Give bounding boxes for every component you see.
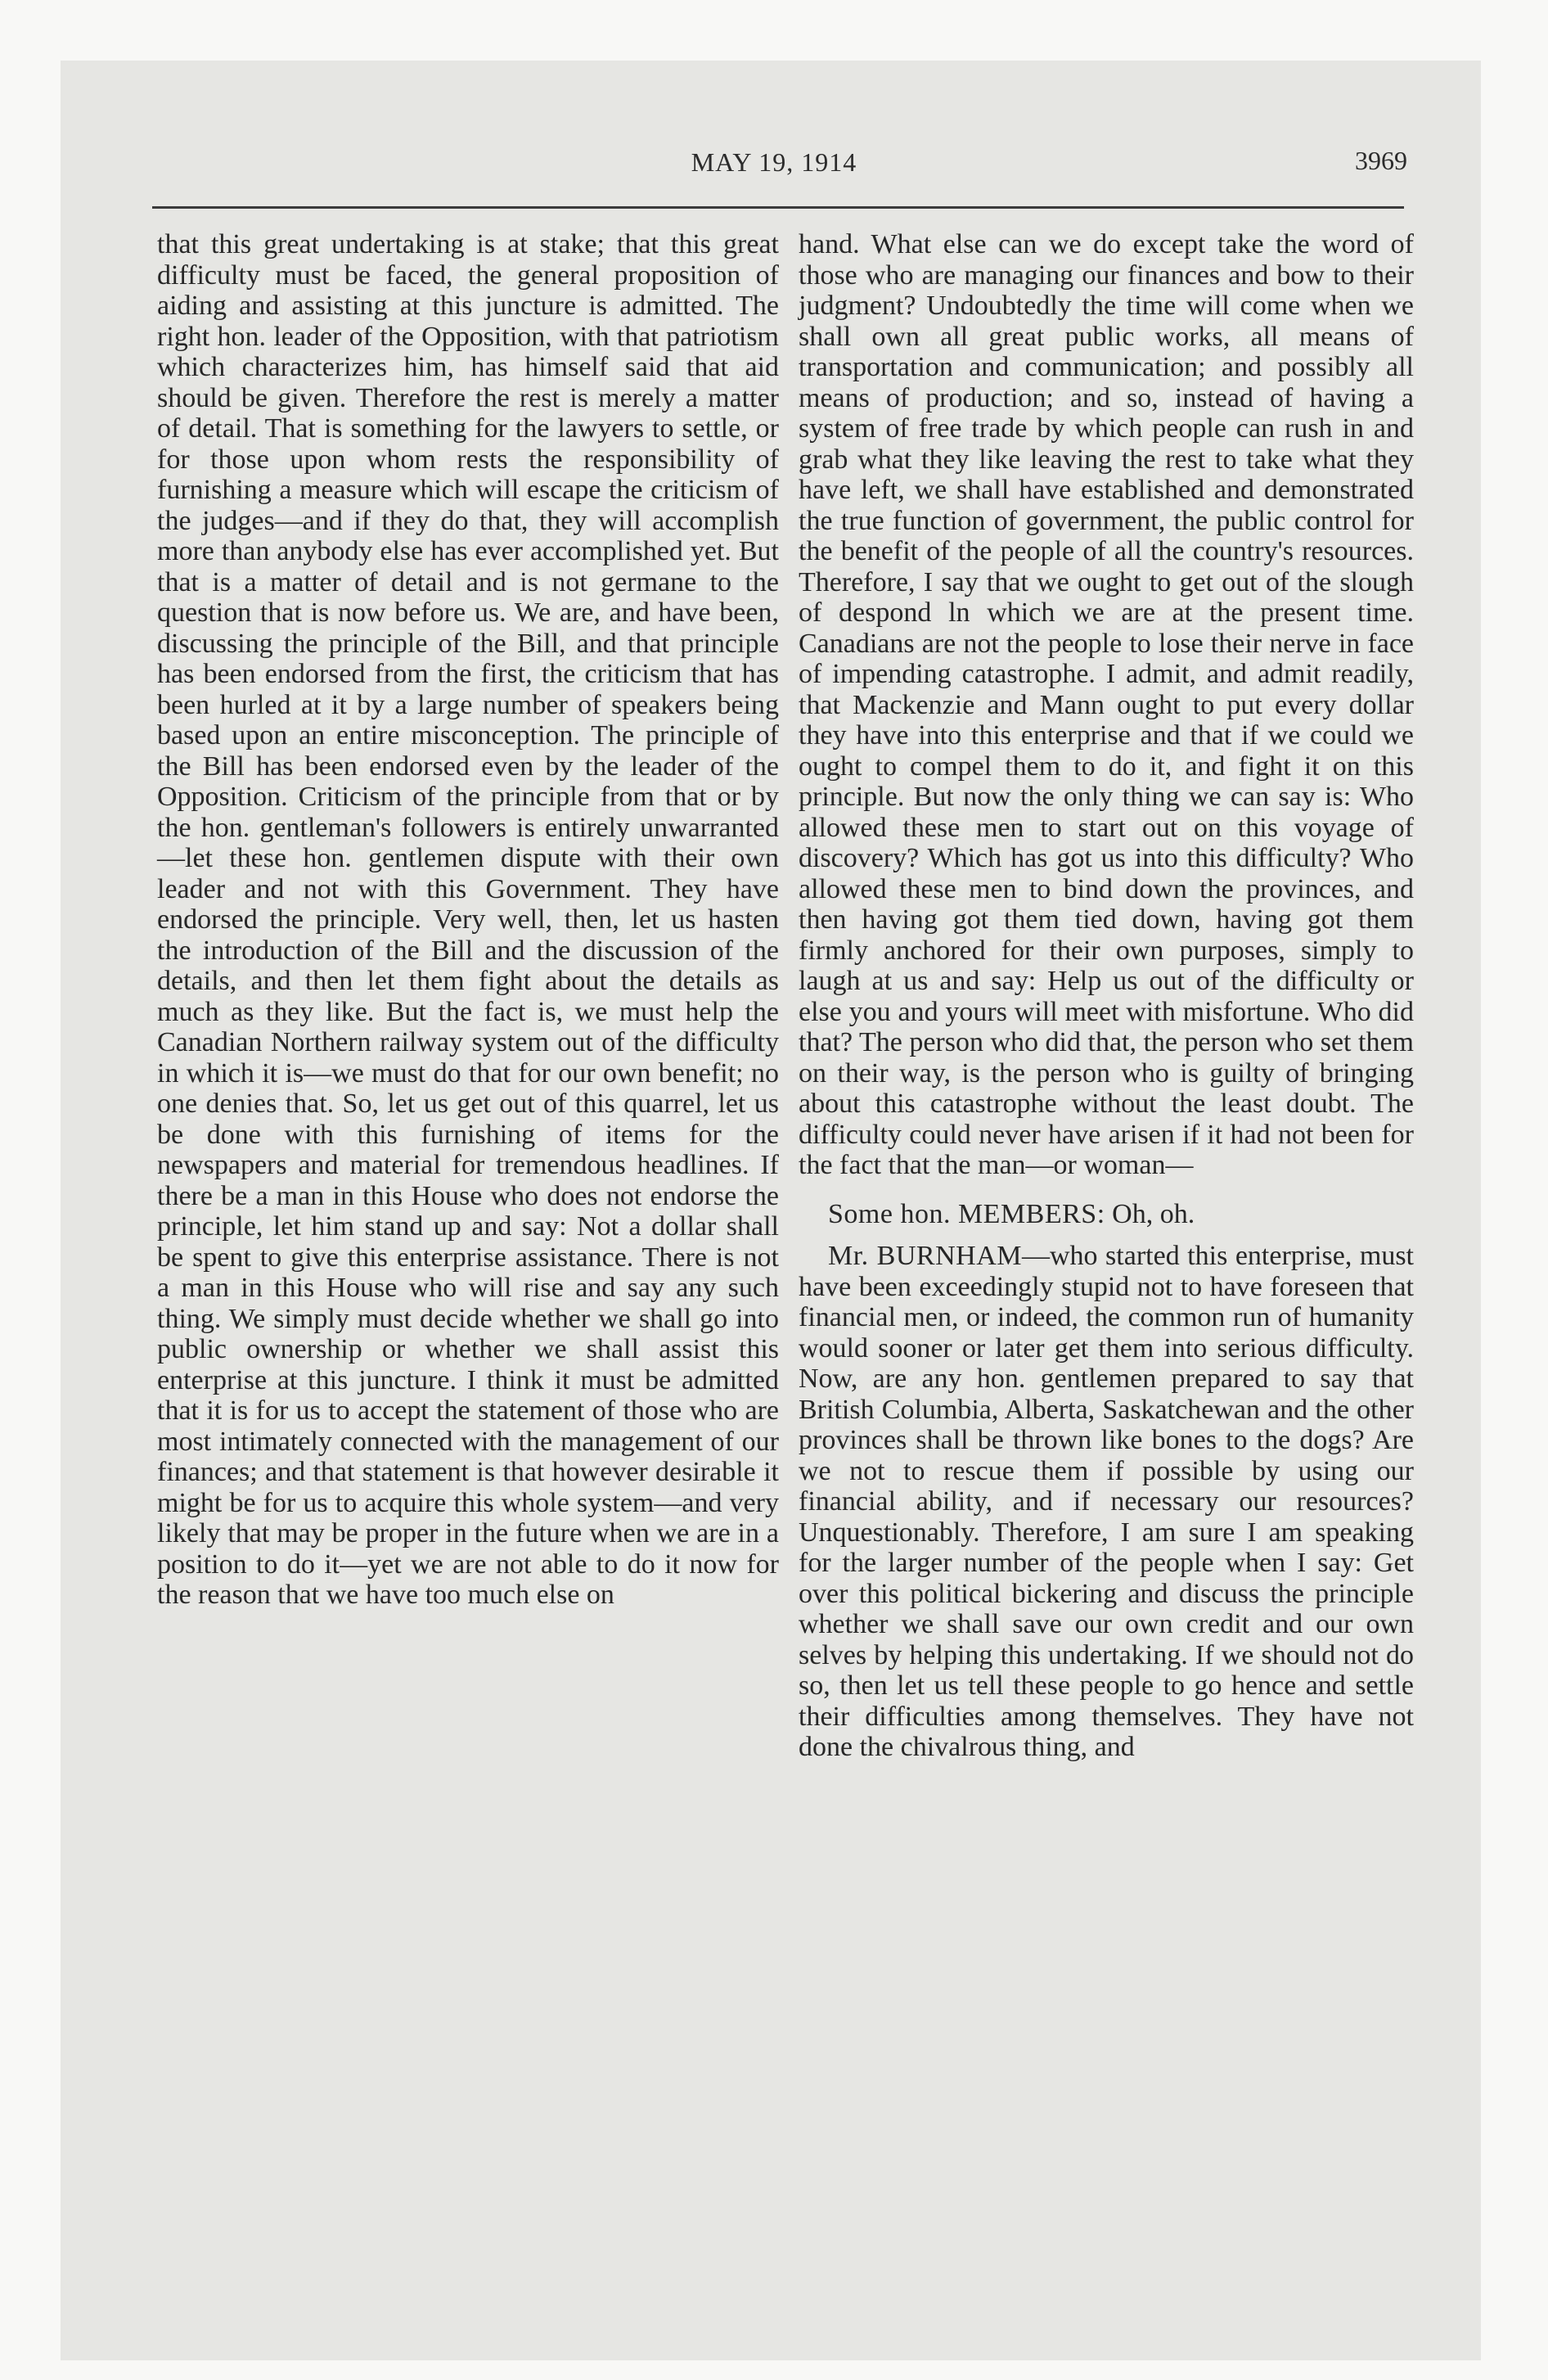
interjection <box>799 1199 1414 1230</box>
page-number: 3969 <box>1355 146 1407 175</box>
right-column <box>799 229 1414 1763</box>
right-column-paragraph-1: hand. What else can we do except take the word of those who are managing our finances and bow to their judgment? Undoubtedly the time will come when we shall own all great public works, all means of transportation and communication; and possibly all means of production; and so, instead of having a system of free trade by which people can rush in and grab what they like leaving the rest to take what they have left, we shall have established and demonstrated the true function of government, the public control for the benefit of the people of all the country's resources. Therefore, I say that we ought to get out of the slough of despond ln which we are at the present time. Canadians are not the people to lose their nerve in face of impending catastrophe. I admit, and admit readily, that Mackenzie and Mann ought to put every dollar they have into this enterprise and that if we could we ought to compel them to do it, and fight it on this principle. But now the only thing we can say is: Who allowed these men to start out on this voyage of discovery? Which has got us into this difficulty? Who allowed these men to bind down the provinces, and then having got them tied down, having got them firmly anchored for their own purposes, simply to laugh at us and say: Help us out of the difficulty or else you and yours will meet with misfortune. Who did that? The person who did that, the person who set them on their way, is the person who is guilty of bringing about this catastrophe without the least doubt. The difficulty could never have arisen if it had not been for the fact that the man—or woman— <box>799 229 1414 1180</box>
interjection-speaker: Some hon. MEMBERS: <box>828 1198 1105 1229</box>
page-date: MAY 19, 1914 <box>691 147 857 177</box>
left-column-paragraph: that this great undertaking is at stake; that this great difficulty must be faced, the general proposition of aiding and assisting at this juncture is admitted. The right hon. leader of the Opposition, with that patriotism which characterizes him, has himself said that aid should be given. Therefore the rest is merely a matter of detail. That is something for the lawyers to settle, or for those upon whom rests the responsibility of furnishing a measure which will escape the criticism of the judges—and if they do that, they will accomplish more than anybody else has ever accomplished yet. But that is a matter of detail and is not germane to the question that is now before us. We are, and have been, discussing the principle of the Bill, and that principle has been endorsed from the first, the criticism that has been hurled at it by a large number of speakers being based upon an entire misconception. The principle of the Bill has been endorsed even by the leader of the Opposition. Criticism of the principle from that or by the hon. gentleman's followers is entirely unwarranted—let these hon. gentlemen dispute with their own leader and not with this Government. They have endorsed the principle. Very well, then, let us hasten the introduction of the Bill and the discussion of the details, and then let them fight about the details as much as they like. But the fact is, we must help the Canadian Northern railway system out of the difficulty in which it is—we must do that for our own benefit; no one denies that. So, let us get out of this quarrel, let us be done with this furnishing of items for the newspapers and material for tremendous headlines. If there be a man in this House who does not endorse the principle, let him stand up and say: Not a dollar shall be spent to give this enterprise assistance. There is not a man in this House who will rise and say any such thing. We simply must decide whether we shall go into public ownership or whether we shall assist this enterprise at this juncture. I think it must be admitted that it is for us to accept the statement of those who are most intimately connected with the management of our finances; and that statement is that however desirable it might be for us to acquire this whole system—and very likely that may be proper in the future when we are in a position to do it—yet we are not able to do it now for the reason that we have too much else on <box>157 229 779 1610</box>
right-column-paragraph-3 <box>799 1241 1414 1763</box>
speaker-name: Mr. BURNHAM <box>828 1241 1022 1271</box>
interjection-text: Oh, oh. <box>1105 1198 1195 1229</box>
header-rule <box>152 206 1404 209</box>
left-column <box>157 229 779 1611</box>
speaker-text: —who started this enterprise, must have been exceedingly stupid not to have foreseen that financial men, or indeed, the common run of humanity would sooner or later get them into serious difficulty. Now, are any hon. gentlemen prepared to say that British Columbia, Alberta, Saskatchewan and the other provinces shall be thrown like bones to the dogs? Are we not to rescue them if possible by using our financial ability, and if necessary our resources? Unquestionably. Therefore, I am sure I am speaking for the larger number of the people when I say: Get over this political bickering and discuss the principle whether we shall save our own credit and our own selves by helping this undertaking. If we should not do so, then let us tell these people to go hence and settle their difficulties among themselves. They have not done the chivalrous thing, and <box>799 1241 1414 1762</box>
